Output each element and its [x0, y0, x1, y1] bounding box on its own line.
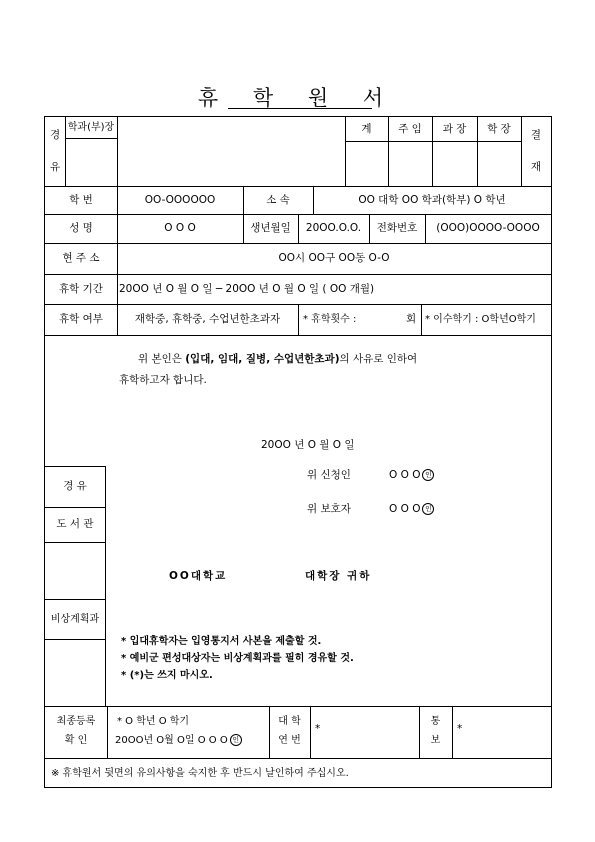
name-value: O O O [164, 222, 196, 234]
leave-count-unit: 회 [406, 313, 417, 325]
address-value: OO시 OO구 OO동 O-O [278, 252, 390, 264]
rule [419, 706, 420, 758]
seal-icon: 인 [422, 469, 434, 481]
reason-line-2: 휴학하고자 합니다. [119, 374, 207, 386]
rule [45, 466, 105, 467]
approval-left-bottom: 유 [50, 161, 61, 173]
notify-label-2: 보 [430, 735, 441, 746]
credits-value: * 이수학기 : O학년O학기 [425, 314, 536, 325]
rule [45, 706, 551, 707]
note-3: * (*)는 쓰지 마시오. [121, 670, 213, 681]
rule [45, 335, 551, 336]
college-label-2: 연 번 [278, 735, 301, 746]
title-underline [228, 108, 372, 109]
rule [269, 706, 270, 758]
approval-col-4: 학 장 [487, 123, 511, 135]
final-label-1: 최종등록 [56, 716, 96, 727]
phone-label: 전화번호 [376, 222, 418, 234]
final-line-1: * O 학년 O 학기 [117, 716, 190, 727]
status-value: 재학중, 휴학중, 수업년한초과자 [134, 313, 281, 325]
guardian-label: 위 보호자 [307, 503, 351, 515]
addressee-dean: 대학장 귀하 [305, 570, 372, 582]
phone-value: (OOO)OOOO-OOOO [436, 222, 540, 234]
side-label-via: 경 유 [63, 480, 87, 492]
rule [45, 542, 105, 543]
approval-right-top: 결 [530, 129, 542, 141]
approval-col-3: 과 장 [442, 123, 467, 135]
dept-head-label: 학과(부)장 [67, 122, 115, 133]
leave-count-label: * 휴학횟수 : [303, 314, 357, 325]
rule [521, 117, 522, 186]
student-no-label: 학 번 [69, 194, 93, 206]
rule [298, 304, 299, 335]
final-line-2: 20OO년 O월 O일 O O O 인 [115, 734, 242, 747]
rule [45, 243, 551, 244]
form-frame [44, 116, 552, 788]
addressee-school: OO대학교 [169, 570, 228, 582]
rule [45, 507, 105, 508]
document-title: 휴 학 원 서 [197, 86, 398, 110]
seal-icon: 인 [422, 503, 434, 515]
note-1: * 입대휴학자는 입영통지서 사본을 제출할 것. [121, 636, 322, 647]
affiliation-value: OO 대학 OO 학과(학부) O 학년 [358, 194, 506, 206]
applicant-name: O O O 인 [389, 469, 434, 482]
rule [45, 274, 551, 275]
rule [421, 304, 422, 335]
seal-icon: 인 [230, 734, 242, 746]
note-2: * 예비군 편성대상자는 비상계획과를 필히 경유할 것. [121, 653, 354, 664]
final-label-2: 확 인 [64, 735, 88, 746]
notify-label-1: 통 [430, 716, 441, 727]
notify-value: * [457, 723, 463, 735]
guardian-name: O O O 인 [389, 503, 434, 516]
reason-line-1: 위 본인은 (입대, 임대, 질병, 수업년한초과)의 사유로 인하여 [138, 353, 418, 365]
rule [107, 706, 108, 758]
college-label-1: 대 학 [278, 716, 301, 727]
approval-col-1: 계 [361, 123, 372, 135]
period-label: 휴학 기간 [59, 283, 103, 295]
rule [45, 186, 551, 187]
rule [105, 466, 106, 706]
college-value: * [315, 723, 321, 735]
address-label: 현 주 소 [62, 252, 100, 264]
rule [117, 117, 118, 186]
applicant-label: 위 신청인 [307, 469, 351, 481]
rule [310, 706, 311, 758]
approval-right-bottom: 재 [530, 161, 542, 173]
side-label-emergency: 비상계획과 [50, 614, 100, 625]
birth-label: 생년월일 [250, 222, 291, 234]
rule [345, 141, 521, 142]
rule [65, 138, 117, 139]
name-label: 성 명 [69, 222, 93, 234]
approval-col-2: 주 임 [398, 123, 422, 135]
status-label: 휴학 여부 [59, 313, 103, 325]
birth-value: 20OO.O.O. [305, 222, 362, 234]
approval-left-top: 경 [50, 129, 61, 141]
student-no-value: OO-OOOOOO [144, 194, 216, 206]
rule [45, 758, 551, 759]
rule [452, 706, 453, 758]
side-label-library: 도 서 관 [56, 518, 94, 530]
footer-notice: ※ 휴학원서 뒷면의 유의사항을 숙지한 후 반드시 날인하여 주십시오. [51, 768, 349, 779]
affiliation-label: 소 속 [266, 194, 290, 206]
rule [45, 639, 105, 640]
period-value: 20OO 년 O 월 O 일 ─ 20OO 년 O 월 O 일 ( OO 개월) [119, 283, 375, 295]
rule [45, 599, 105, 600]
application-date: 20OO 년 O 월 O 일 [261, 439, 355, 451]
